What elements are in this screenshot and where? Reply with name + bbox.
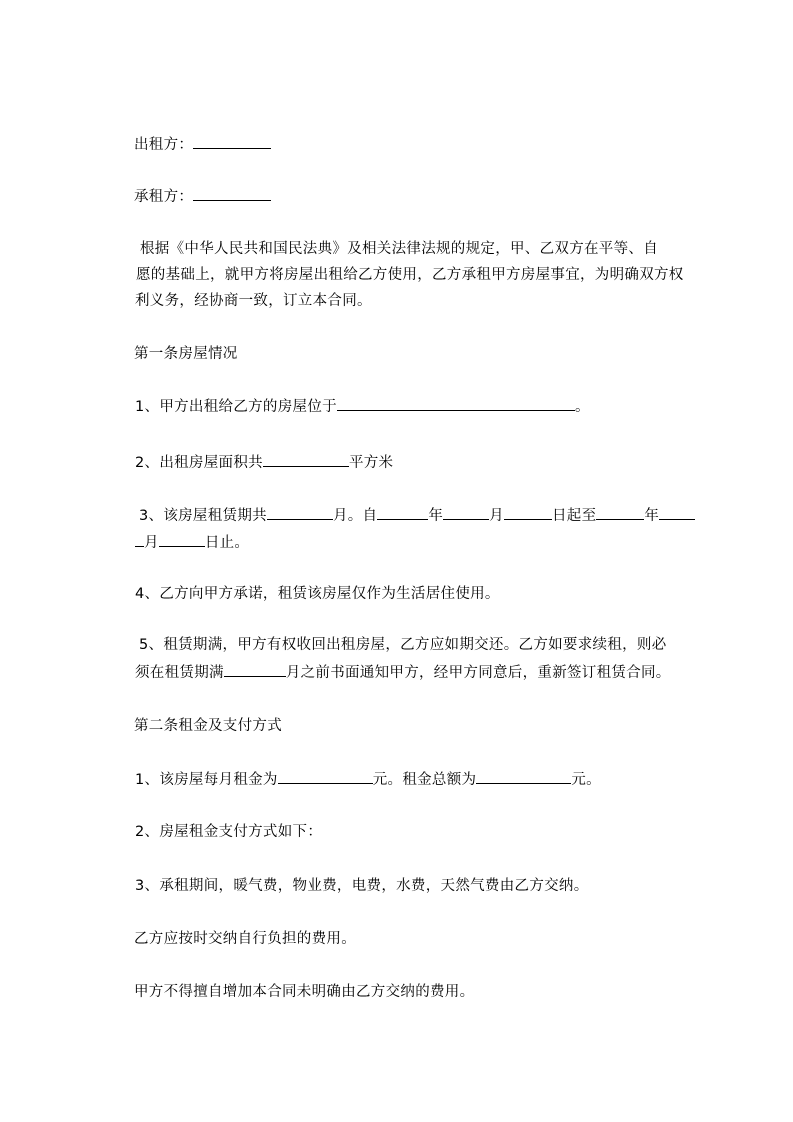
lessee-label: 承租方： bbox=[134, 189, 194, 205]
section-1-item-5-line-2: 须在租赁期满 月之前书面通知甲方，经甲方同意后，重新签订租赁合同。 bbox=[135, 665, 671, 681]
notice-months-blank bbox=[224, 663, 286, 677]
end-day-blank bbox=[159, 533, 205, 547]
lease-months-blank bbox=[267, 506, 333, 520]
section-1-title: 第一条房屋情况 bbox=[134, 346, 238, 362]
section-1-item-3-line-1: 3、该房屋租赁期共 月。自 年 月 日起至 年 bbox=[139, 506, 695, 525]
section-2-item-3: 3、承租期间，暖气费，物业费，电费，水费，天然气费由乙方交纳。 bbox=[135, 878, 589, 894]
preamble-line-1: 根据《中华人民共和国民法典》及相关法律法规的规定，甲、乙双方在平等、自 bbox=[140, 241, 658, 257]
start-month-blank bbox=[443, 506, 489, 520]
start-year-blank bbox=[377, 506, 428, 520]
end-month-blank-part-2 bbox=[135, 533, 144, 547]
total-rent-blank bbox=[476, 770, 571, 784]
section-2-item-2: 2、房屋租金支付方式如下： bbox=[135, 824, 323, 840]
section-1-item-3-line-2: 月 日止。 bbox=[135, 533, 249, 552]
lessee-blank bbox=[193, 187, 271, 201]
monthly-rent-blank bbox=[278, 770, 373, 784]
end-month-blank-part-1 bbox=[659, 506, 695, 520]
section-2-paragraph-2: 甲方不得擅自增加本合同未明确由乙方交纳的费用。 bbox=[134, 984, 475, 1000]
preamble-line-3: 利义务，经协商一致，订立本合同。 bbox=[135, 293, 372, 309]
section-1-item-4: 4、乙方向甲方承诺，租赁该房屋仅作为生活居住使用。 bbox=[135, 586, 500, 602]
lessor-line bbox=[134, 135, 271, 154]
section-2-item-1: 1、该房屋每月租金为 元。租金总额为 元。 bbox=[135, 772, 601, 788]
section-1-item-5-line-1: 5、租赁期满，甲方有权收回出租房屋，乙方应如期交还。乙方如要求续租，则必 bbox=[139, 637, 667, 653]
end-year-blank bbox=[596, 506, 644, 520]
preamble-line-2: 愿的基础上，就甲方将房屋出租给乙方使用，乙方承租甲方房屋事宜，为明确双方权 bbox=[136, 267, 684, 283]
section-2-title: 第二条租金及支付方式 bbox=[134, 718, 282, 734]
area-blank bbox=[263, 453, 349, 467]
lessee-line bbox=[134, 187, 271, 206]
lessor-blank bbox=[193, 135, 271, 149]
address-blank bbox=[337, 397, 575, 411]
section-2-paragraph-1: 乙方应按时交纳自行负担的费用。 bbox=[134, 931, 356, 947]
start-day-blank bbox=[504, 506, 552, 520]
section-1-item-1: 1、甲方出租给乙方的房屋位于 。 bbox=[135, 399, 590, 415]
section-1-item-2: 2、出租房屋面积共 平方米 bbox=[135, 455, 394, 471]
lessor-label: 出租方： bbox=[134, 137, 194, 153]
